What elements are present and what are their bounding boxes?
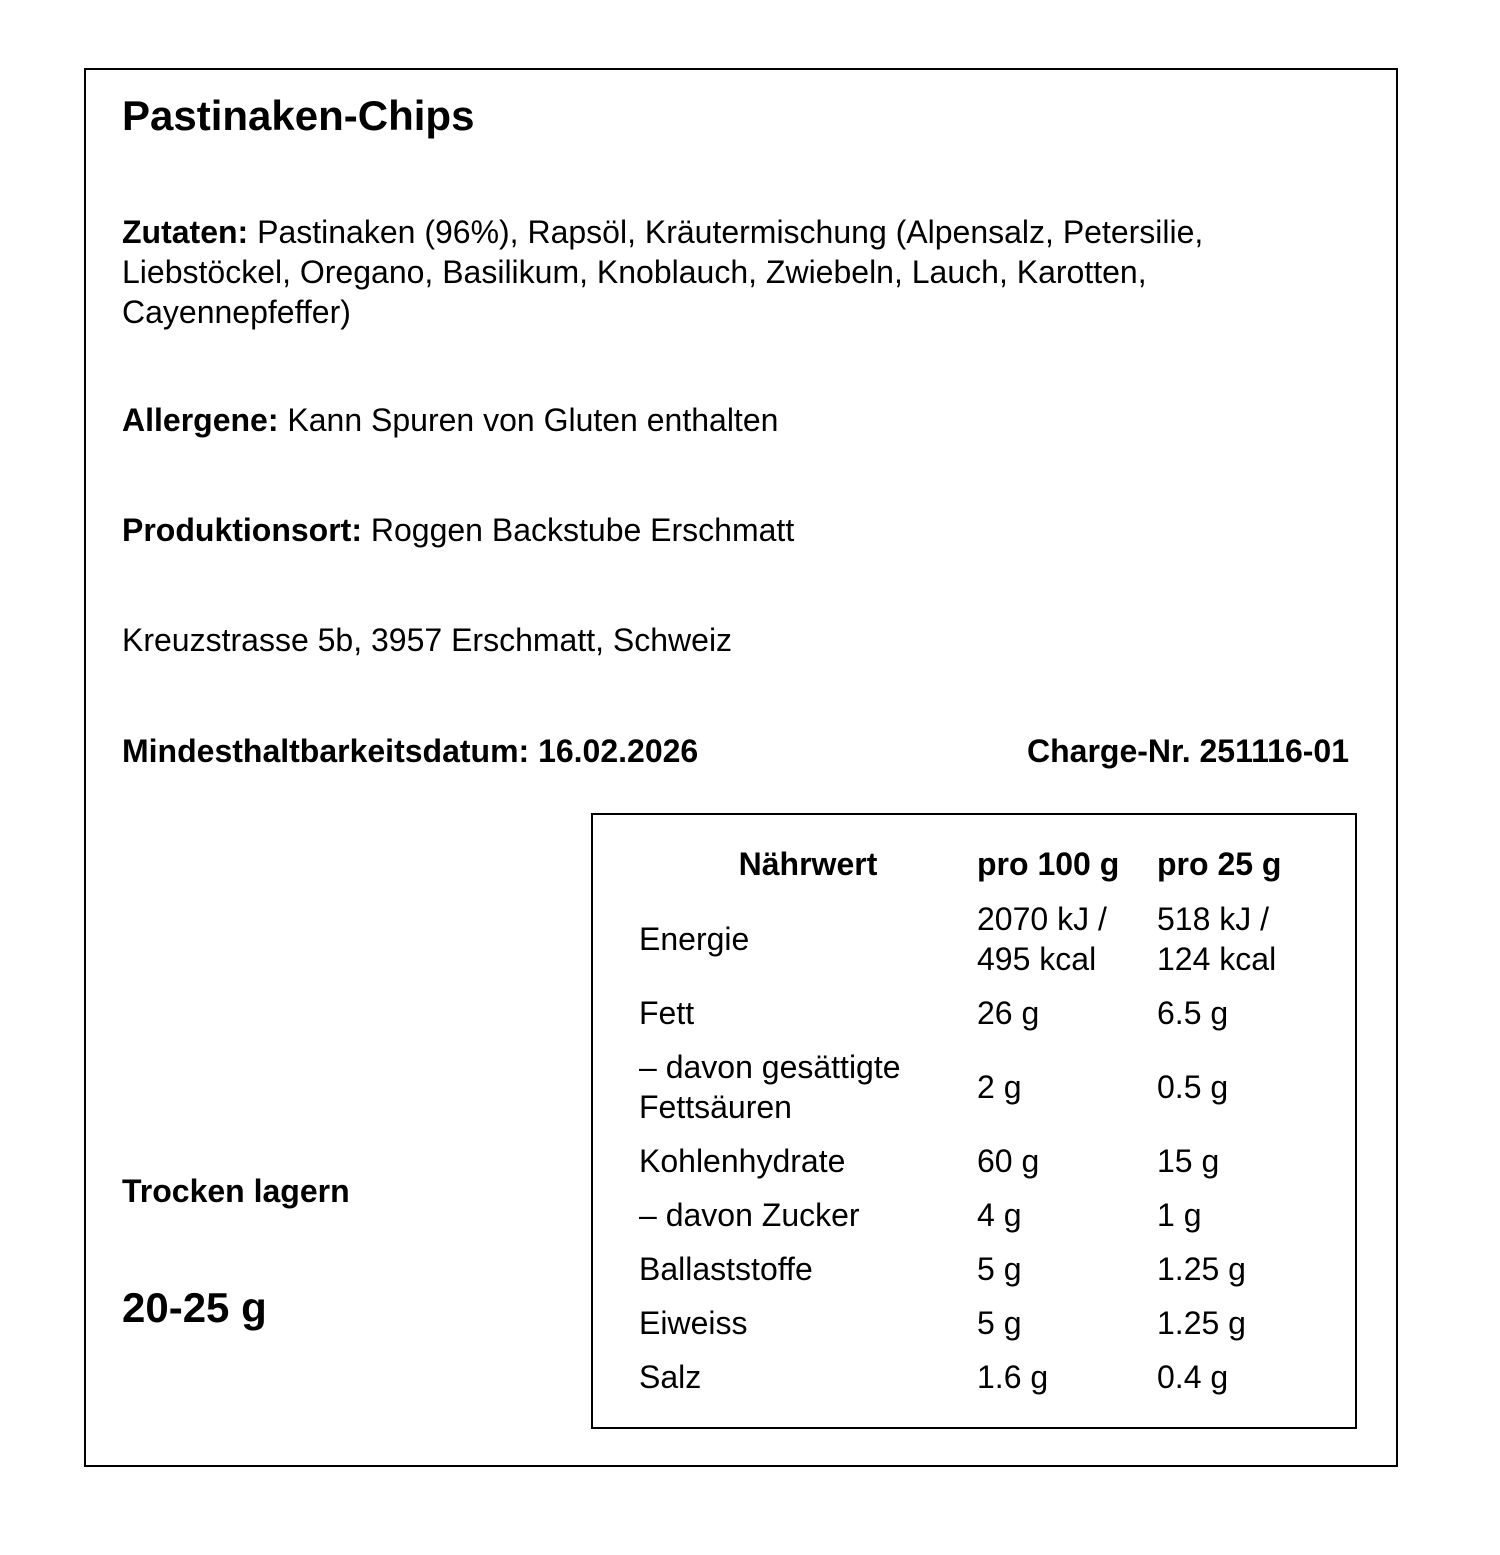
allergens-text: Kann Spuren von Gluten enthalten xyxy=(278,402,779,438)
production-address: Kreuzstrasse 5b, 3957 Erschmatt, Schweiz xyxy=(122,622,733,658)
best-before-date: Mindesthaltbarkeitsdatum: 16.02.2026 xyxy=(122,733,699,769)
value-per-100g: 60 g xyxy=(977,1143,1040,1179)
table-row xyxy=(639,986,1327,1040)
value-per-25g: 1.25 g xyxy=(1157,1305,1246,1341)
table-row xyxy=(639,892,1327,986)
value-per-25g: 1.25 g xyxy=(1157,1251,1246,1287)
header-nutrient: Nährwert xyxy=(738,846,878,882)
nutrient-name: Kohlenhydrate xyxy=(639,1143,846,1179)
header-per-100g: pro 100 g xyxy=(977,846,1120,882)
storage-instructions: Trocken lagern xyxy=(122,1173,350,1209)
value-per-25g: 6.5 g xyxy=(1157,995,1229,1031)
production-site xyxy=(122,510,794,550)
value-per-100g: 26 g xyxy=(977,995,1040,1031)
value-per-100g: 5 g xyxy=(977,1251,1022,1287)
nutrient-name: Eiweiss xyxy=(639,1305,748,1341)
nutrient-name: Salz xyxy=(639,1359,702,1395)
value-per-100g: 2 g xyxy=(977,1069,1022,1105)
table-row xyxy=(639,1040,1327,1134)
value-per-100g: 4 g xyxy=(977,1197,1022,1233)
table-row xyxy=(639,1296,1327,1350)
nutrition-facts-box xyxy=(591,813,1357,1429)
nutrition-header-row xyxy=(639,844,1327,892)
nutrition-table xyxy=(639,844,1327,1404)
value-per-25g: 0.5 g xyxy=(1157,1069,1229,1105)
production-text: Roggen Backstube Erschmatt xyxy=(361,512,795,548)
nutrient-name: Fett xyxy=(639,995,695,1031)
nutrient-name: Energie xyxy=(639,921,750,957)
value-per-100g: 5 g xyxy=(977,1305,1022,1341)
table-row xyxy=(639,1188,1327,1242)
table-row xyxy=(639,1242,1327,1296)
product-title: Pastinaken-Chips xyxy=(122,92,475,139)
value-per-25g: 15 g xyxy=(1157,1143,1220,1179)
batch-number: Charge-Nr. 251116-01 xyxy=(1027,733,1349,769)
net-weight: 20-25 g xyxy=(122,1284,267,1331)
value-per-100g: 2070 kJ / 495 kcal xyxy=(977,901,1107,977)
value-per-25g: 518 kJ / 124 kcal xyxy=(1157,901,1277,977)
nutrient-name: Ballaststoffe xyxy=(639,1251,813,1287)
allergens-label: Allergene: xyxy=(122,402,279,438)
ingredients xyxy=(122,212,1342,332)
table-row xyxy=(639,1350,1327,1404)
header-per-25g: pro 25 g xyxy=(1157,846,1282,882)
ingredients-label: Zutaten: xyxy=(122,214,249,250)
allergens xyxy=(122,400,778,440)
ingredients-text: Pastinaken (96%), Rapsöl, Kräutermischung (Alpensalz, Petersilie, Liebstöckel, Oregano, Basilikum, Knoblauch, Zwiebeln, Lauch, Karotten, Cayennepfeffer) xyxy=(122,214,1204,330)
nutrient-name: – davon Zucker xyxy=(639,1197,860,1233)
nutrient-name: – davon gesättigte Fettsäuren xyxy=(639,1049,901,1125)
production-label: Produktionsort: xyxy=(122,512,362,548)
value-per-100g: 1.6 g xyxy=(977,1359,1049,1395)
value-per-25g: 0.4 g xyxy=(1157,1359,1229,1395)
value-per-25g: 1 g xyxy=(1157,1197,1202,1233)
table-row xyxy=(639,1134,1327,1188)
